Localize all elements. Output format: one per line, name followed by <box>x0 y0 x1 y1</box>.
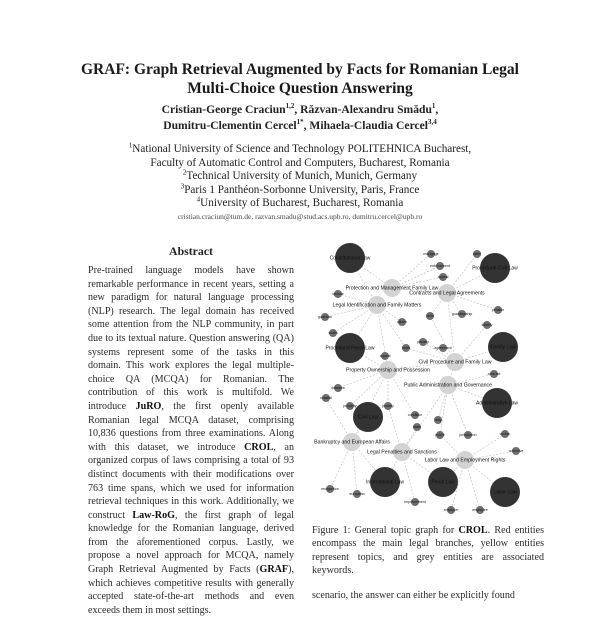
keyword-label: heirs <box>402 346 410 350</box>
author-name: Răzvan-Alexandru Smădu <box>300 103 432 116</box>
graph-edge <box>447 293 455 362</box>
corpus-name-crol: CROL <box>244 441 274 453</box>
keyword-label: mortgage <box>423 252 439 256</box>
method-name-graf: GRAF <box>259 564 289 576</box>
keyword-label: victim <box>328 331 338 335</box>
abstract-text: Pre-trained language models have shown remarkable performance in recent years, setting a new paradigm for natural language processing (NLP) research. The legal domain has received some attention from the NLP community, in part due to its textual nature. Question answering (QA) systems represent some of the tasks in this domain. This work explores the legal multiple-choice QA (MCQA) for Romanian. The contribution of this work is multifold. We introduce <box>88 265 294 412</box>
keyword-label: child <box>426 314 434 318</box>
affil-text: Faculty of Automatic Control and Computers, Bucharest, Romania <box>150 156 450 169</box>
branch-label: Family Law <box>490 344 516 351</box>
branch-label: Procedural Civil Law <box>472 265 518 272</box>
topic-label: Property Ownership and Possession <box>346 367 430 374</box>
affiliation <box>0 143 600 157</box>
keyword-label: spouse <box>332 292 344 296</box>
keyword-label: detainee <box>331 386 345 390</box>
keyword-label: european <box>349 492 365 496</box>
keyword-label: liability <box>481 323 493 327</box>
branch-label: Administrative Law <box>476 400 518 407</box>
keyword-label: appeal <box>437 275 449 279</box>
keyword-label: guardian <box>318 315 332 319</box>
author-line-1 <box>0 102 600 118</box>
topic-label: Public Administration and Governance <box>404 382 492 389</box>
author-affil-mark: 1* <box>296 118 304 127</box>
affil-text: Technical University of Munich, Munich, Germany <box>186 170 418 183</box>
topic-label: Contracts and Legal Agreements <box>409 290 485 297</box>
abstract-body <box>88 264 294 617</box>
affil-text: University of Bucharest, Bucharest, Romania <box>200 197 404 210</box>
keyword-label: guardianship <box>451 312 473 316</box>
author-affil-mark: 1 <box>431 102 436 111</box>
keyword-label: citizen <box>396 320 408 324</box>
branch-label: Penal Law <box>431 479 455 486</box>
topic-label: Protection and Management Family Law <box>345 285 439 292</box>
topic-label: Bankruptcy and European Affairs <box>314 439 390 446</box>
keyword-label: contract <box>487 372 501 376</box>
keyword-label: penalty <box>382 404 394 408</box>
keyword-label: agreement <box>434 346 452 350</box>
keyword-label: employee <box>472 508 488 512</box>
branch-label: Labor Law <box>493 489 517 496</box>
graph-name-lawrog: Law-RoG <box>132 509 175 521</box>
abstract-text: , the first graph of legal knowledge for the Romanian language, derived from the aforementioned corpus. Lastly, we propose a novel approach for MCQA, namely Graph Retrieval Augmented by Facts ( <box>88 509 294 576</box>
affil-number: 4 <box>196 195 201 204</box>
topic-graph-figure <box>300 232 550 522</box>
abstract-text: , an organized corpus of laws comprising a total of 93 distinct documents with their modifications over 763 time spans, which we used for information retrieval techniques in this work. Additionally, we construct <box>88 441 294 521</box>
affiliation <box>0 184 600 198</box>
paper-title <box>0 60 600 98</box>
branch-label: Constitutional Law <box>329 255 371 262</box>
topic-graph <box>300 232 550 522</box>
keyword-label: duty <box>434 418 442 422</box>
title-line-1: GRAF: Graph Retrieval Augmented by Facts for Romanian Legal <box>81 61 519 78</box>
topic-label: Civil Procedure and Family Law <box>418 359 492 366</box>
keyword-label: worker <box>499 432 511 436</box>
keyword-label: state <box>413 425 421 429</box>
affiliation <box>0 157 600 171</box>
affil-number: 1 <box>128 141 133 150</box>
keyword-label: condition <box>407 413 423 417</box>
abstract-heading: Abstract <box>169 244 213 258</box>
keyword-label: recognition <box>321 487 339 491</box>
author-separator: , <box>294 103 301 116</box>
keyword-label: jurisdiction <box>459 433 477 437</box>
affil-number: 2 <box>182 168 187 177</box>
title-line-2: Multi-Choice Question Answering <box>187 80 413 97</box>
caption-text: Figure 1: General topic graph for <box>312 525 459 536</box>
author-line-2 <box>0 118 600 134</box>
affil-text: National University of Science and Technology POLITEHNICA Bucharest, <box>132 143 472 155</box>
affiliations <box>0 143 600 211</box>
author-separator: , <box>435 103 439 116</box>
keyword-label: employer <box>443 508 459 512</box>
keyword-label: public <box>435 433 445 437</box>
keyword-label: claim <box>472 252 482 256</box>
branch-label: Civil Law <box>357 414 379 421</box>
affiliation <box>0 197 600 211</box>
author-separator: , <box>303 119 310 132</box>
keyword-label: appeal <box>379 354 391 358</box>
affiliation <box>0 170 600 184</box>
author-affil-mark: 3,4 <box>428 118 437 127</box>
author-affil-mark: 1,2 <box>285 102 295 111</box>
body-text-right: scenario, the answer can either be explicitly found <box>312 590 515 601</box>
abstract-text: , the first openly available Romanian legal MCQA dataset, comprising 10,836 questions from three examinations. Along with this dataset, we introduce <box>88 400 294 453</box>
affil-number: 3 <box>180 182 185 191</box>
topic-label: Legal Penalties and Sanctions <box>367 449 437 456</box>
author-name: Dumitru-Clementin Cercel <box>163 119 297 132</box>
keyword-label: penalty <box>417 340 429 344</box>
caption-bold: CROL <box>458 525 488 536</box>
figure-caption <box>312 524 544 578</box>
abstract-text: ), which achieves competitive results with generally accepted state-of-the-art methods and even exceeds them in most settings. <box>88 564 294 616</box>
author-name: Mihaela-Claudia Cercel <box>309 119 429 132</box>
topic-label: Labor Law and Employment Rights <box>424 457 506 464</box>
affil-text: Paris 1 Panthéon-Sorbonne University, Paris, France <box>184 183 420 196</box>
branch-label: Procedural Penal Law <box>325 345 375 352</box>
branch-label: International Law <box>365 479 405 486</box>
keyword-label: pension <box>491 308 505 312</box>
keyword-label: property <box>343 404 357 408</box>
keyword-label: enforcement <box>430 264 450 268</box>
keyword-label: notarial <box>320 396 332 400</box>
keyword-label: imprisonment <box>404 500 426 504</box>
author-name: Cristian-George Craciun <box>161 103 286 116</box>
topic-label: Legal Identification and Family Matters <box>332 302 422 309</box>
author-list <box>0 102 600 134</box>
graph-edge <box>377 305 388 370</box>
author-emails: cristian.craciun@tum.de, razvan.smadu@stud.acs.upb.ro, dumitru.cercel@upb.ro <box>177 212 423 221</box>
keyword-label: collective <box>508 449 524 453</box>
dataset-name-juro: JuRO <box>135 400 162 412</box>
caption-text: . Red entities encompass the main legal branches, yellow entities represent topics, and grey entities are associated keywords. <box>312 525 544 577</box>
